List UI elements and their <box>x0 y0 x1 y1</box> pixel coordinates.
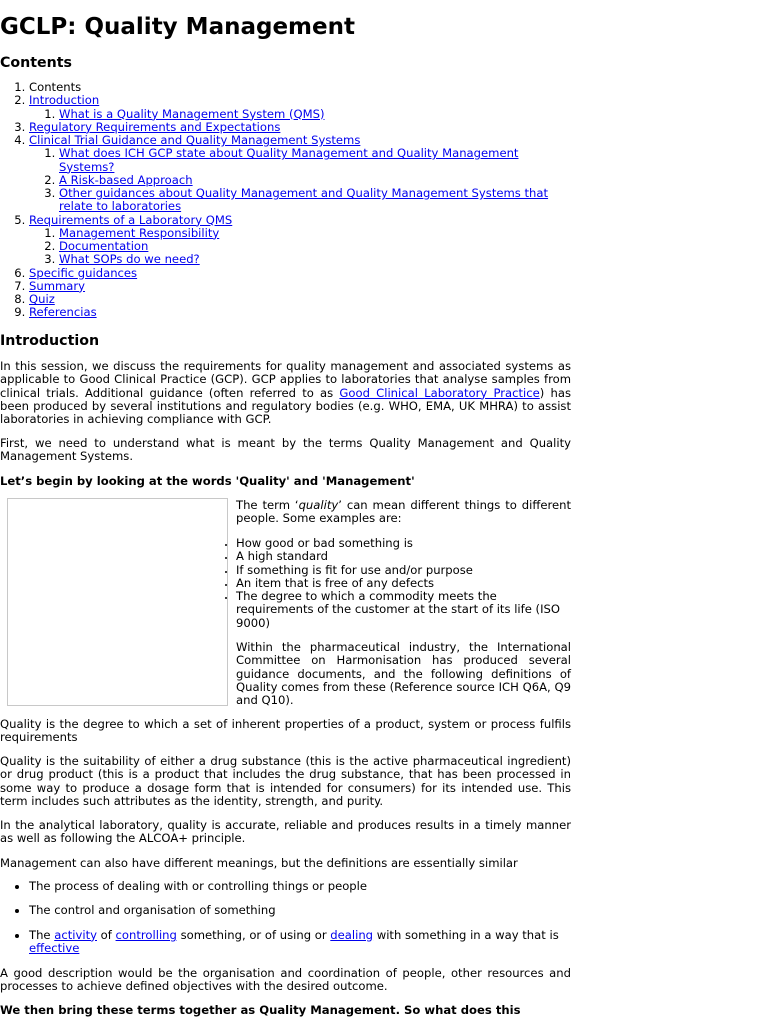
introduction-heading: Introduction <box>0 333 100 349</box>
toc-link-summary[interactable]: Summary <box>29 278 86 293</box>
toc-item <box>29 267 570 280</box>
toc-item <box>29 293 570 306</box>
section-lead: Let’s begin by looking at the words 'Quality' and 'Management' <box>0 474 415 488</box>
toc-item <box>29 306 570 319</box>
page-title: GCLP: Quality Management <box>0 14 355 40</box>
toc-link-clinical-trial-guidance[interactable]: Clinical Trial Guidance and Quality Management Systems <box>29 133 361 147</box>
toc-link-documentation[interactable]: Documentation <box>59 239 149 253</box>
intro-paragraph: In this session, we discuss the requirements for quality management and associated systems as applicable to Good Clinical Practice (GCP). GCP applies to laboratories that analyse samples from clinical trials. Additional guidance (often referred to as Good Clinical Laboratory Practice) has been produced by several institutions and regulatory bodies (e.g. WHO, EMA, UK MHRA) to assist laboratories in achieving compliance with GCP. <box>0 359 572 427</box>
toc-subitem <box>59 227 570 240</box>
list-item: • The control and organisation of something <box>29 904 569 917</box>
toc-link-ich-gcp[interactable]: What does ICH GCP state about Quality Management and Quality Management Systems? <box>59 146 519 174</box>
ich-paragraph: Within the pharmaceutical industry, the International Committee on Harmonisation has produced several guidance documents, and the following definitions of Quality comes from these (Reference source ICH Q6A, Q9 and Q10). <box>236 640 571 708</box>
quality-intro: The term ‘quality’ can mean different things to different people. Some examples are: <box>236 498 571 526</box>
list-item: • How good or bad something is <box>236 537 571 550</box>
quality-definition-3: In the analytical laboratory, quality is accurate, reliable and produces results in a timely manner as well as following the ALCOA+ principle. <box>0 818 571 846</box>
image-placeholder <box>7 498 228 706</box>
contents-heading: Contents <box>0 55 72 71</box>
quality-definition-1: Quality is the degree to which a set of inherent properties of a product, system or process fulfils requirements <box>0 717 571 745</box>
terms-paragraph: First, we need to understand what is meant by the terms Quality Management and Quality Management Systems. <box>0 436 571 464</box>
toc-link-what-is-qms[interactable]: What is a Quality Management System (QMS) <box>59 106 325 121</box>
toc-subitem <box>59 174 570 187</box>
list-item: • If something is fit for use and/or purpose <box>236 564 571 577</box>
toc-subitem <box>59 147 570 174</box>
list-item: • A high standard <box>236 550 571 563</box>
toc-link-lab-qms[interactable]: Requirements of a Laboratory QMS <box>29 212 233 227</box>
toc-link-management-responsibility[interactable]: Management Responsibility <box>59 225 220 240</box>
list-item: • The process of dealing with or controlling things or people <box>29 880 569 893</box>
controlling-link[interactable]: controlling <box>115 927 177 942</box>
list-item: • The activity of controlling something, or of using or dealing with something in a way that is effective <box>29 929 569 956</box>
list-item: • An item that is free of any defects <box>236 577 571 590</box>
quality-management-lead: We then bring these terms together as Quality Management. So what does this <box>0 1003 521 1017</box>
management-intro: Management can also have different meanings, but the definitions are essentially similar <box>0 856 518 870</box>
toc-item <box>29 214 570 267</box>
quality-definition-2: Quality is the suitability of either a drug substance (this is the active pharmaceutical ingredient) or drug product (this is a product that includes the drug substance, that has been processed in some way to produce a dosage form that is intended for consumers) for its intended use. This term includes such attributes as the identity, strength, and purity. <box>0 754 571 808</box>
toc-link-referencias[interactable]: Referencias <box>29 305 97 320</box>
toc-link-risk-based[interactable]: A Risk-based Approach <box>59 172 193 187</box>
toc-link-introduction[interactable]: Introduction <box>29 93 100 108</box>
effective-link[interactable]: effective <box>29 940 80 955</box>
toc-link-regulatory[interactable]: Regulatory Requirements and Expectations <box>29 119 281 134</box>
toc-item <box>29 121 570 134</box>
toc-item <box>29 81 570 94</box>
toc-subitem <box>59 187 570 214</box>
activity-link[interactable]: activity <box>54 927 97 942</box>
toc-link-sops[interactable]: What SOPs do we need? <box>59 252 200 267</box>
toc-link-specific-guidances[interactable]: Specific guidances <box>29 265 138 280</box>
toc-item <box>29 280 570 293</box>
toc-label: Contents <box>29 80 82 94</box>
gclp-link[interactable]: Good Clinical Laboratory Practice <box>339 385 540 400</box>
toc-item <box>29 134 570 214</box>
toc-subitem <box>59 253 570 266</box>
toc-item <box>29 94 570 121</box>
toc-link-other-guidances[interactable]: Other guidances about Quality Management and Quality Management Systems that relate to laboratories <box>59 186 549 214</box>
toc-subitem <box>59 240 570 253</box>
toc-link-quiz[interactable]: Quiz <box>29 292 55 306</box>
quality-examples-list <box>236 537 571 630</box>
table-of-contents <box>0 81 570 320</box>
good-description: A good description would be the organisation and coordination of people, other resources and processes to achieve defined objectives with the desired outcome. <box>0 966 571 994</box>
management-definitions-list <box>29 880 569 966</box>
dealing-link[interactable]: dealing <box>330 927 374 942</box>
toc-subitem <box>59 108 570 121</box>
list-item: • The degree to which a commodity meets the requirements of the customer at the start of its life (ISO 9000) <box>236 590 571 630</box>
